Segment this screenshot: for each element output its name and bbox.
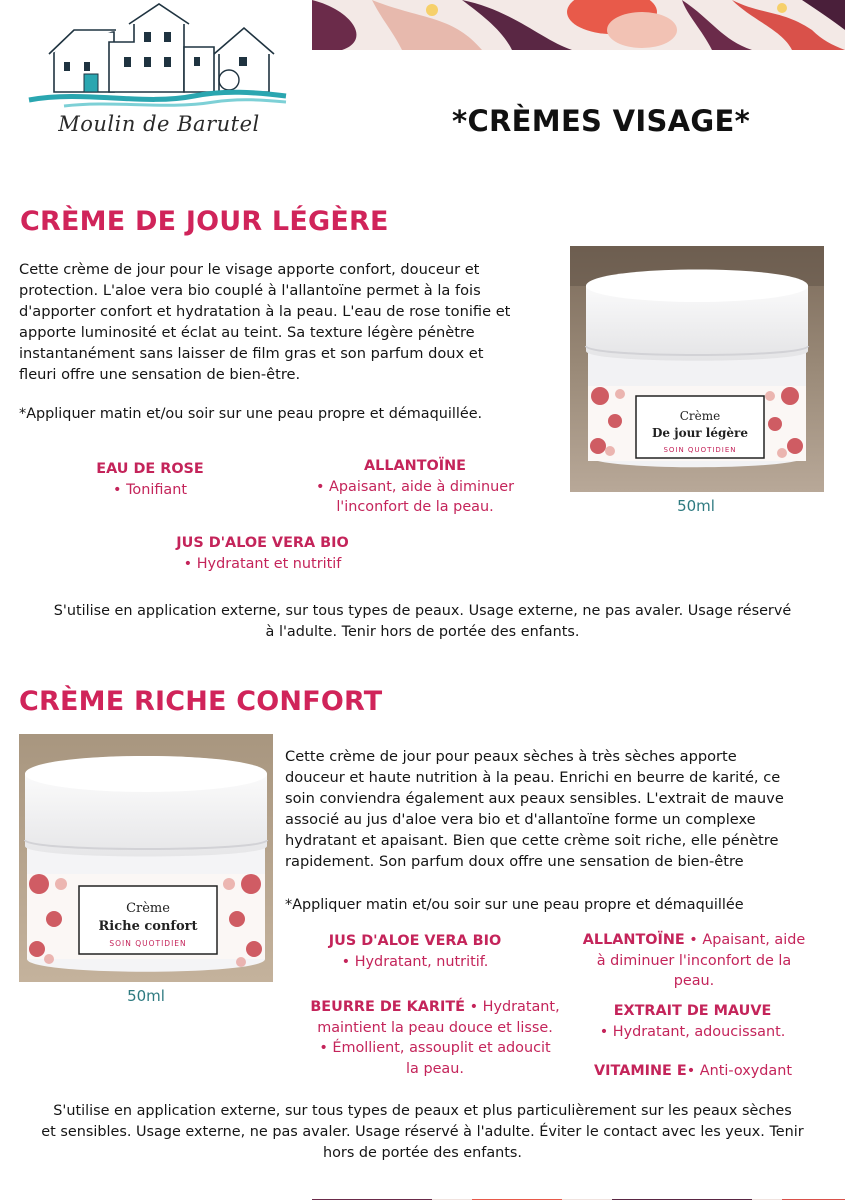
- ingredient-beurre-de-karite: [295, 997, 575, 1079]
- description-line: rapidement. Son parfum doux offre une sensation de bien-être: [285, 853, 744, 870]
- section-title-creme-riche: CRÈME RICHE CONFORT: [19, 686, 383, 717]
- description-line: associé au jus d'aloe vera bio et d'allantoïne forme un complexe: [285, 811, 756, 828]
- ingredient-aloe-vera: [150, 533, 375, 574]
- application-note: *Appliquer matin et/ou soir sur une peau propre et démaquillée: [285, 897, 744, 913]
- ingredient-vitamine-e: [578, 1061, 808, 1082]
- usage-line: hors de portée des enfants.: [322, 1145, 522, 1161]
- description-line: d'apporter confort et hydratation à la peau. L'eau de rose tonifie et: [19, 303, 511, 320]
- jar-label-line1: Crème: [679, 409, 721, 423]
- description-creme-de-jour: [19, 259, 559, 385]
- page-title: *CRÈMES VISAGE*: [452, 104, 751, 138]
- ingredient-allantoine: [300, 456, 530, 518]
- ingredient-benefit: à diminuer l'inconfort de la: [596, 952, 792, 969]
- usage-note-creme-riche: [3, 1101, 842, 1164]
- application-note: *Appliquer matin et/ou soir sur une peau propre et démaquillée.: [19, 406, 483, 422]
- usage-line: à l'adulte. Tenir hors de portée des enfants.: [265, 624, 580, 640]
- description-line: hydratant et apaisant. Bien que cette crème soit riche, elle pénètre: [285, 832, 779, 849]
- description-line: soin conviendra également aux peaux sensibles. L'extrait de mauve: [285, 790, 784, 807]
- ingredient-benefit: • Hydratant,: [465, 999, 560, 1015]
- usage-note-creme-de-jour: [5, 601, 840, 643]
- ingredient-name: ALLANTOÏNE: [364, 458, 466, 474]
- description-line: instantanément sans laisser de film gras et son parfum doux et: [19, 345, 484, 362]
- ingredient-name: JUS D'ALOE VERA BIO: [328, 933, 502, 949]
- ingredient-benefit: maintient la peau douce et lisse.: [317, 1019, 553, 1036]
- description-creme-riche: [285, 746, 825, 872]
- ingredient-benefit: • Hydratant, nutritif.: [341, 953, 489, 970]
- ingredient-benefit: • Émollient, assouplit et adoucit: [319, 1040, 551, 1056]
- jar-label-line2: De jour légère: [652, 426, 748, 440]
- ingredient-eau-de-rose: [70, 459, 230, 500]
- ingredient-benefit: peau.: [673, 973, 715, 989]
- usage-line: S'utilise en application externe, sur tous types de peaux. Usage externe, ne pas avaler. Usage réservé: [53, 603, 792, 619]
- ingredient-benefit: • Apaisant, aide à diminuer: [315, 478, 515, 495]
- ingredient-name: EAU DE ROSE: [96, 461, 204, 477]
- ingredient-benefit: l'inconfort de la peau.: [336, 499, 494, 515]
- ingredient-benefit: • Hydratant et nutritif: [183, 555, 342, 572]
- ingredient-benefit: • Tonifiant: [113, 481, 187, 498]
- description-line: Cette crème de jour pour peaux sèches à très sèches apporte: [285, 748, 737, 765]
- floral-banner-bottom: [312, 1192, 845, 1200]
- ingredient-extrait-de-mauve: [580, 1001, 805, 1042]
- section-title-creme-de-jour: CRÈME DE JOUR LÉGÈRE: [20, 206, 389, 237]
- usage-line: et sensibles. Usage externe, ne pas avaler. Usage réservé à l'adulte. Éviter le contact avec les yeux. Tenir: [41, 1124, 804, 1140]
- ingredient-name: EXTRAIT DE MAUVE: [613, 1003, 772, 1019]
- description-line: douceur et haute nutrition à la peau. Enrichi en beurre de karité, ce: [285, 769, 781, 786]
- usage-line: S'utilise en application externe, sur tous types de peaux et plus particulièrement sur les peaux sèches: [53, 1103, 792, 1119]
- ingredient-benefit: • Anti-oxydant: [686, 1063, 792, 1079]
- ingredient-allantoine: [570, 930, 818, 992]
- ingredient-name: BEURRE DE KARITÉ: [310, 999, 465, 1015]
- ingredient-aloe-vera: [305, 931, 525, 972]
- floral-banner-top: [312, 0, 845, 50]
- description-line: fleuri offre une sensation de bien-être.: [19, 366, 301, 383]
- jar-label-line3: SOIN QUOTIDIEN: [663, 446, 737, 454]
- ingredient-name: ALLANTOÏNE: [582, 932, 685, 948]
- jar-label-line3: SOIN QUOTIDIEN: [109, 939, 187, 948]
- description-line: Cette crème de jour pour le visage apporte confort, douceur et: [19, 261, 480, 278]
- ingredient-name: JUS D'ALOE VERA BIO: [176, 535, 349, 551]
- ingredient-benefit: la peau.: [406, 1060, 464, 1077]
- ingredient-benefit: • Apaisant, aide: [684, 932, 806, 948]
- description-line: protection. L'aloe vera bio couplé à l'allantoïne permet à la fois: [19, 282, 481, 299]
- volume-label: 50ml: [127, 987, 165, 1005]
- jar-label-line1: Crème: [126, 901, 170, 916]
- brand-name: Moulin de Barutel: [58, 112, 260, 136]
- volume-label: 50ml: [677, 497, 715, 515]
- product-photo-creme-de-jour: [570, 246, 824, 492]
- ingredient-name: VITAMINE E: [594, 1063, 687, 1079]
- jar-label-line2: Riche confort: [98, 919, 198, 934]
- description-line: apporte luminosité et éclat au teint. Sa texture légère pénètre: [19, 324, 475, 341]
- product-photo-creme-riche: [19, 734, 273, 982]
- ingredient-benefit: • Hydratant, adoucissant.: [599, 1023, 786, 1040]
